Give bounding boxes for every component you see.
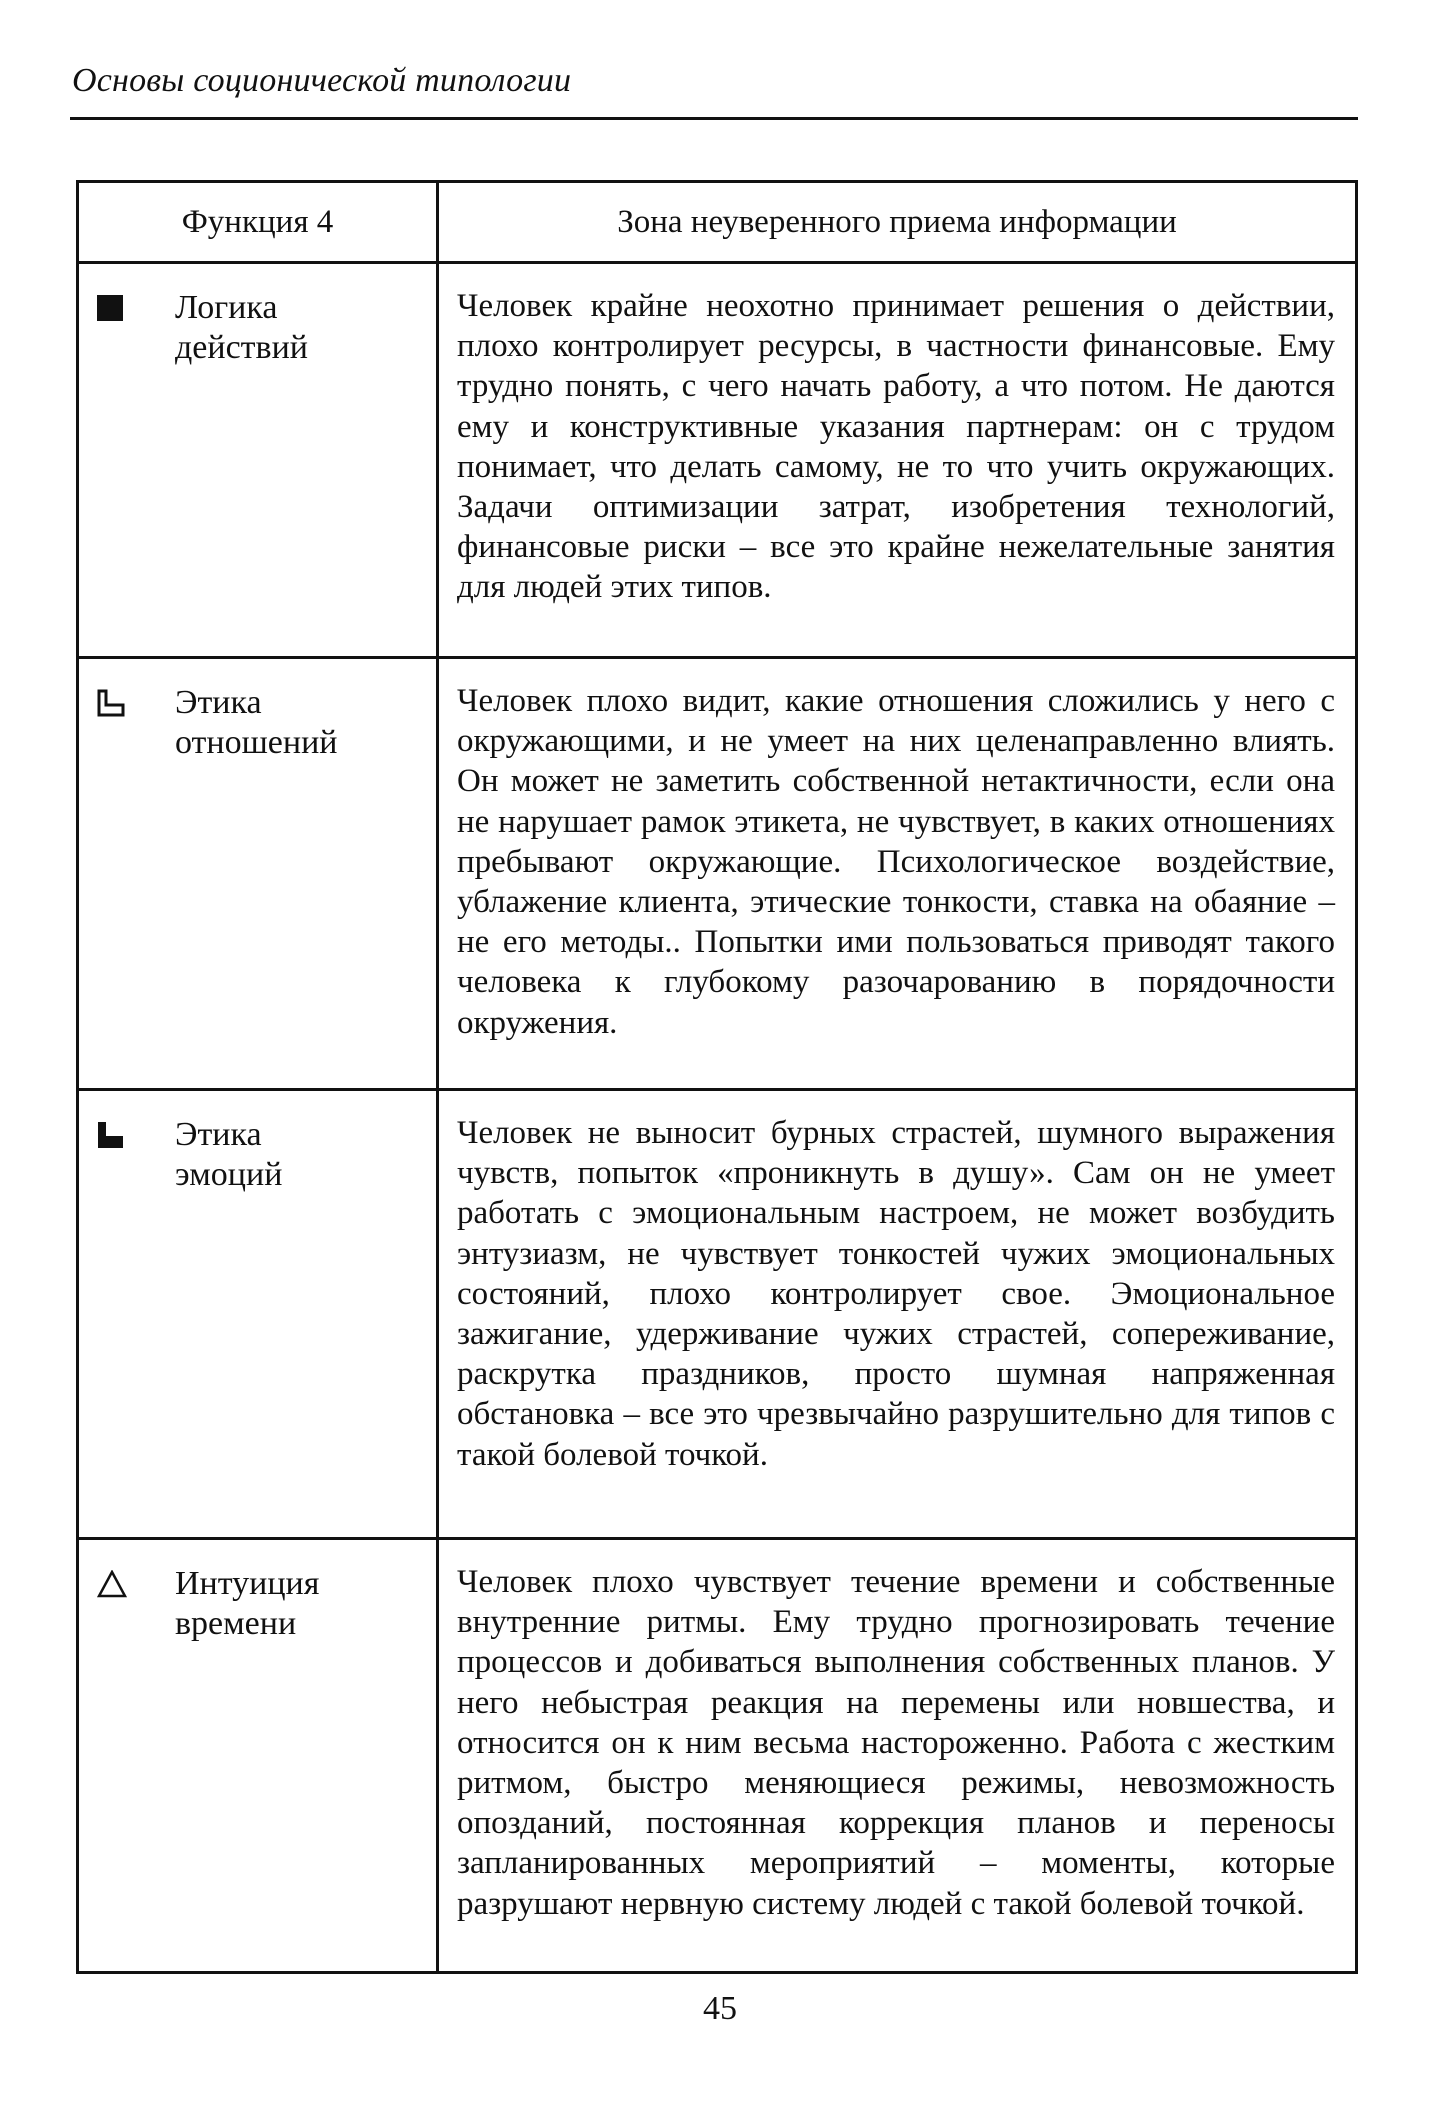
table-row [78,1090,1357,1539]
black-square-icon [97,288,153,328]
function-name-line2: отношений [175,724,338,761]
function-name-line1: Этика [175,684,262,721]
function-name-line1: Интуиция [175,1565,320,1602]
black-l-shape-icon [97,1115,153,1155]
function-cell [78,1539,438,1973]
white-l-shape-icon [97,683,153,723]
function-name [153,683,422,763]
function-name [153,288,422,368]
function-description: Человек крайне неохотно принимает решения о действии, плохо контролирует ресурсы, в частности финансовые. Ему трудно понять, с чего начать работу, а что потом. Не даются ему и конструктивные указания партнерам: он с трудом понимает, что делать самому, не то что учить окружающих. Задачи оптимизации затрат, изобретения технологий, финансовые риски – все это крайне нежелательные занятия для людей этих типов. [438,263,1357,658]
function-description: Человек не выносит бурных страстей, шумного выражения чувств, попыток «проникнуть в душу». Сам он не умеет работать с эмоциональным настроем, не может возбудить энтузиазм, не чувствует тонкостей чужих эмоциональных состояний, плохо контролирует свое. Эмоциональное зажигание, удерживание чужих страстей, сопереживание, раскрутка праздников, просто шумная напряженная обстановка – все это чрезвычайно разрушительно для типов с такой болевой точкой. [438,1090,1357,1539]
function-name-line2: действий [175,329,308,366]
function-name [153,1115,422,1195]
function-description: Человек плохо чувствует течение времени и собственные внутренние ритмы. Ему трудно прогнозировать течение процессов и добиваться выполнения собственных планов. У него небыстрая реакция на перемены или новшества, и относится он к ним весьма настороженно. Работа с жестким ритмом, быстро меняющиеся режимы, невозможность опозданий, постоянная коррекция планов и переносы запланированных мероприятий – моменты, которые разрушают нервную систему людей с такой болевой точкой. [438,1539,1357,1973]
header-function: Функция 4 [78,182,438,263]
function-description: Человек плохо видит, какие отношения сложились у него с окружающими, и не умеет на них целенаправленно влиять. Он может не заметить собственной нетактичности, если она не нарушает рамок этикета, не чувствует, в каких отношениях пребывают окружающие. Психологическое воздействие, ублажение клиента, этические тонкости, ставка на обаяние – не его методы.. Попытки ими пользоваться приводят такого человека к глубокому разочарованию в порядочности окружения. [438,658,1357,1090]
table-row [78,1539,1357,1973]
function-cell [78,1090,438,1539]
function-name-line1: Этика [175,1116,262,1153]
function-cell [78,658,438,1090]
table-row [78,658,1357,1090]
header-rule [70,117,1358,120]
functions-table [76,180,1358,1974]
white-triangle-icon [97,1564,153,1604]
function-name-line2: времени [175,1605,297,1642]
function-name [153,1564,422,1644]
header-zone: Зона неуверенного приема информации [438,182,1357,263]
running-title: Основы соционической типологии [72,62,572,99]
function-name-line1: Логика [175,289,278,326]
page-number: 45 [703,1990,737,2027]
table-row [78,263,1357,658]
table-header-row [78,182,1357,263]
function-name-line2: эмоций [175,1156,283,1193]
function-cell [78,263,438,658]
